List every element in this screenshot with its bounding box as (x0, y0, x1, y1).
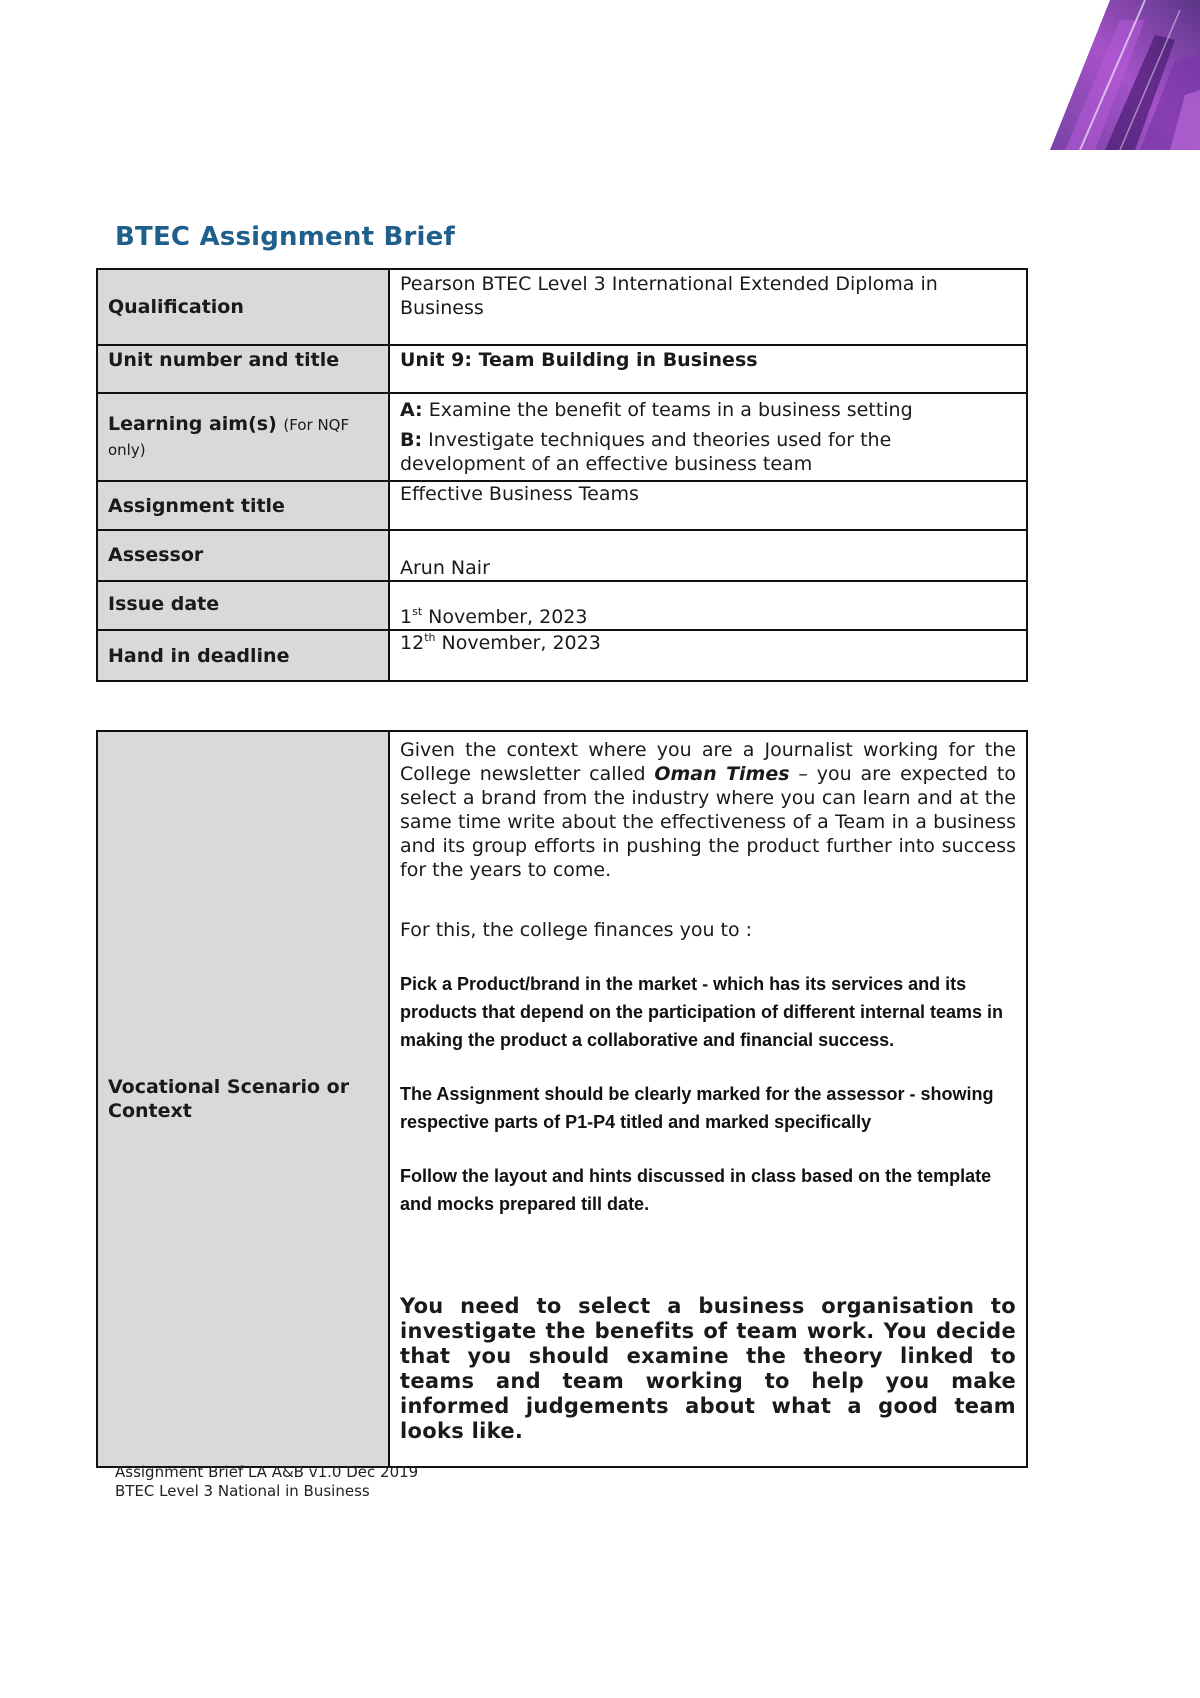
aim-b-prefix: B: (400, 429, 423, 451)
newsletter-name: Oman Times (654, 763, 790, 785)
scenario-intro-rest: – you are expected to select a brand from the industry where you can learn and at the same time write about the effectiveness of a Team in a business and its group efforts in pushing the product further into success for the years to come. (400, 763, 1016, 881)
unit-value (389, 345, 1027, 393)
scenario-label (97, 731, 389, 1467)
issue-date-rest: November, 2023 (422, 606, 588, 628)
assignment-title-label (97, 481, 389, 530)
table-row (97, 581, 1027, 630)
learning-aims-label-text: Learning aim(s) (108, 413, 277, 435)
assignment-info-table (96, 268, 1028, 682)
finance-line: For this, the college finances you to : (400, 919, 753, 941)
table-row (97, 481, 1027, 530)
scenario-intro (400, 738, 1016, 882)
unit-value-text: Unit 9: Team Building in Business (400, 349, 758, 371)
table-row (97, 269, 1027, 345)
deadline-label-text: Hand in deadline (108, 644, 290, 667)
assessor-value-text: Arun Nair (400, 557, 490, 579)
aim-a-prefix: A: (400, 399, 423, 421)
footer-line-1: Assignment Brief LA A&B v1.0 Dec 2019 (115, 1463, 419, 1481)
qualification-label-text: Qualification (108, 296, 244, 318)
instruction-pick-product: Pick a Product/brand in the market - which has its services and its products that depend on the participation of different internal teams in making the product a collaborative and financial success. (400, 974, 1004, 1050)
page-footer (115, 1463, 418, 1501)
footer-line-2: BTEC Level 3 National in Business (115, 1482, 370, 1500)
qualification-label (97, 269, 389, 345)
assignment-title-label-text: Assignment title (108, 494, 285, 517)
aim-b (400, 428, 1016, 476)
table-row (97, 393, 1027, 481)
unit-label-text: Unit number and title (108, 349, 340, 371)
deadline-label (97, 630, 389, 681)
deadline-day-suffix: th (424, 631, 436, 644)
issue-date-label-text: Issue date (108, 593, 220, 615)
issue-day: 1 (400, 606, 413, 628)
deadline-value (389, 630, 1027, 681)
table-row (97, 345, 1027, 393)
assignment-title-value (389, 481, 1027, 530)
deadline-date-rest: November, 2023 (435, 632, 601, 654)
aim-b-text: Investigate techniques and theories used for the development of an effective business team (400, 429, 892, 475)
document-title: BTEC Assignment Brief (115, 222, 455, 252)
aim-a (400, 398, 1016, 422)
scenario-label-text: Vocational Scenario or Context (108, 1076, 350, 1122)
assignment-title-value-text: Effective Business Teams (400, 483, 639, 505)
unit-label (97, 345, 389, 393)
assessor-value (389, 530, 1027, 581)
learning-aims-value (389, 393, 1027, 481)
issue-date-value (389, 581, 1027, 630)
vocational-scenario-table (96, 730, 1028, 1468)
table-row (97, 630, 1027, 681)
issue-day-suffix: st (412, 605, 423, 618)
issue-date-label (97, 581, 389, 630)
scenario-content (389, 731, 1027, 1467)
table-row (97, 530, 1027, 581)
scenario-intro-text: Given the context where you are a Journalist working for the College newsletter called (400, 739, 1016, 785)
scenario-closing: You need to select a business organisation to investigate the benefits of team work. You decide that you should examine the theory linked to teams and team working to help you make informed judgements about what a good team looks like. (400, 1294, 1016, 1443)
assessor-label-text: Assessor (108, 544, 204, 566)
aim-a-text: Examine the benefit of teams in a business setting (428, 399, 913, 421)
table-row (97, 731, 1027, 1467)
learning-aims-label (97, 393, 389, 481)
qualification-value (389, 269, 1027, 345)
deadline-day: 12 (400, 632, 425, 654)
purple-corner-graphic (970, 0, 1200, 150)
assessor-label (97, 530, 389, 581)
instruction-layout: Follow the layout and hints discussed in class based on the template and mocks prepared till date. (400, 1166, 992, 1214)
learning-aims-note: (For NQF only) (108, 416, 350, 459)
instruction-marking: The Assignment should be clearly marked for the assessor - showing respective parts of P1-P4 titled and marked specifically (400, 1084, 994, 1132)
qualification-value-text: Pearson BTEC Level 3 International Extended Diploma in Business (400, 273, 938, 319)
